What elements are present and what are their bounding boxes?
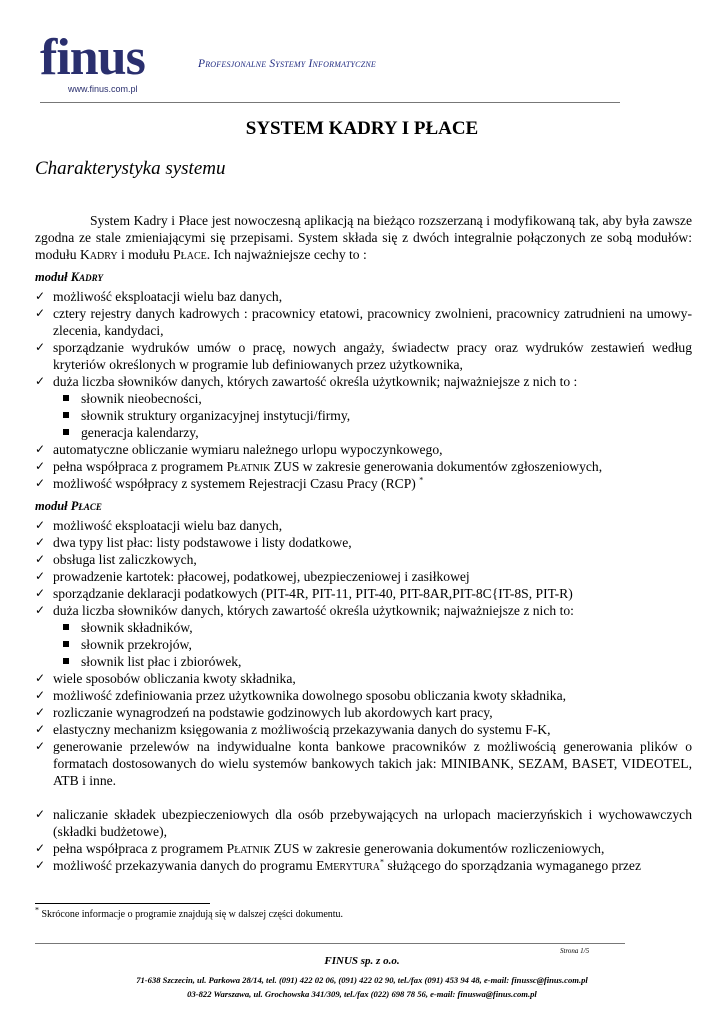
list-item: ✓ możliwość eksploatacji wielu baz danych,	[35, 288, 692, 305]
module-place-heading-b: Płace	[70, 499, 102, 513]
footnote-mark: *	[35, 905, 39, 915]
list-item: ✓ rozliczanie wynagrodzeń na podstawie godzinowych lub akordowych kart pracy,	[35, 704, 692, 721]
footnote	[35, 905, 344, 920]
header-tagline: Profesjonalne Systemy Informatyczne	[198, 58, 376, 70]
emerytura-text-c: służącego do sporządzania wymaganego przez	[383, 858, 641, 873]
footnote-divider	[35, 903, 210, 904]
list-item-platnik	[35, 458, 692, 475]
rcp-footnote-mark: *	[419, 475, 424, 485]
emerytura-text-b: Emerytura	[316, 858, 380, 873]
page-number: Strona 1/5	[560, 947, 590, 955]
platnik-text-a: pełna współpraca z programem	[53, 841, 227, 856]
document-body	[35, 212, 692, 874]
intro-text-c: . Ich najważniejsze cechy to :	[206, 247, 367, 262]
list-item: ✓ możliwość zdefiniowania przez użytkownika dowolnego sposobu obliczania kwoty składnika,	[35, 687, 692, 704]
module-kadry-heading	[35, 269, 692, 286]
list-item: ✓ sporządzanie deklaracji podatkowych (PIT-4R, PIT-11, PIT-40, PIT-8AR,PIT-8C{IT-8S, PIT-R)	[35, 585, 692, 602]
list-item: ✓ sporządzanie wydruków umów o pracę, nowych angaży, świadectw pracy oraz wydruków zestawień według kryteriów określonych w programie lub definiowanych przez użytkownika,	[35, 339, 692, 373]
sub-list-item: słownik przekrojów,	[63, 636, 692, 653]
document-title: SYSTEM KADRY I PŁACE	[245, 118, 479, 139]
list-item: ✓ duża liczba słowników danych, których zawartość określa użytkownik; najważniejsze z nich to :	[35, 373, 692, 390]
place-dictionary-list	[35, 619, 692, 670]
list-item: ✓ elastyczny mechanizm księgowania z możliwością przekazywania danych do systemu F-K,	[35, 721, 692, 738]
sub-list-item: słownik struktury organizacyjnej instytucji/firmy,	[63, 407, 692, 424]
module-place-heading	[35, 498, 692, 515]
list-item: ✓ duża liczba słowników danych, których zawartość określa użytkownik; najważniejsze z nich to:	[35, 602, 692, 619]
logo-word: finus	[40, 29, 145, 86]
list-item: ✓ możliwość eksploatacji wielu baz danych,	[35, 517, 692, 534]
rcp-text: możliwość współpracy z systemem Rejestracji Czasu Pracy (RCP)	[53, 476, 420, 491]
list-item: ✓ generowanie przelewów na indywidualne konta bankowe pracowników z możliwością generowania plików o formatach dostosowanych do wielu systemów bankowych takich jak: MINIBANK, SEZAM, BASET, VIDEOTEL, ATB i inne.	[35, 738, 692, 789]
list-item-emerytura	[35, 857, 692, 874]
logo-url: www.finus.com.pl	[68, 84, 138, 94]
spacer	[35, 789, 692, 806]
platnik-text-c: ZUS w zakresie generowania dokumentów rozliczeniowych,	[270, 841, 605, 856]
sub-list-item: słownik nieobecności,	[63, 390, 692, 407]
list-item-rcp	[35, 475, 692, 492]
list-item: ✓ naliczanie składek ubezpieczeniowych dla osób przebywających na urlopach macierzyńskich i wychowawczych (składki budżetowe),	[35, 806, 692, 840]
emerytura-footnote-mark: *	[379, 857, 384, 867]
platnik-text-a: pełna współpraca z programem	[53, 459, 227, 474]
intro-paragraph	[35, 212, 692, 263]
place-feature-list-cont	[35, 670, 692, 789]
footer-company: FINUS sp. z o.o.	[324, 955, 400, 967]
list-item: ✓ wiele sposobów obliczania kwoty składnika,	[35, 670, 692, 687]
intro-text-b: i modułu	[117, 247, 174, 262]
kadry-feature-list-cont	[35, 441, 692, 492]
footer-address-warszawa: 03-822 Warszawa, ul. Grochowska 341/309, tel./fax (022) 698 78 56, e-mail: finuswa@finus.com.pl	[187, 989, 537, 999]
kadry-feature-list	[35, 288, 692, 390]
module-place-heading-a: moduł	[35, 499, 71, 513]
intro-text-a: System Kadry i Płace jest nowoczesną aplikacją na bieżąco rozszerzaną i modyfikowaną tak, aby była zawsze zgodna ze stale zmieniającymi się przepisami. System składa się z dwóch integralnie połączonych ze sobą modułów: modułu	[35, 213, 692, 262]
platnik-text-c: ZUS w zakresie generowania dokumentów zgłoszeniowych,	[270, 459, 603, 474]
place-feature-list	[35, 517, 692, 619]
section-title: Charakterystyka systemu	[35, 158, 226, 179]
list-item: ✓ dwa typy list płac: listy podstawowe i listy dodatkowe,	[35, 534, 692, 551]
footnote-text: Skrócone informacje o programie znajdują się w dalszej części dokumentu.	[39, 909, 344, 920]
list-item: ✓ automatyczne obliczanie wymiaru należnego urlopu wypoczynkowego,	[35, 441, 692, 458]
sub-list-item: słownik składników,	[63, 619, 692, 636]
platnik-text-b: Płatnik	[226, 459, 271, 474]
header-divider	[40, 102, 620, 103]
footer-address-szczecin: 71-638 Szczecin, ul. Parkowa 28/14, tel. (091) 422 02 06, (091) 422 02 90, tel./fax (091) 453 94 48, e-mail: finussc@finus.com.pl	[136, 975, 588, 985]
sub-list-item: generacja kalendarzy,	[63, 424, 692, 441]
place-feature-list-end	[35, 806, 692, 874]
intro-kadry: Kadry	[79, 247, 118, 262]
emerytura-text-a: możliwość przekazywania danych do programu	[53, 858, 317, 873]
module-kadry-heading-a: moduł	[35, 270, 71, 284]
list-item-platnik	[35, 840, 692, 857]
sub-list-item: słownik list płac i zbiorówek,	[63, 653, 692, 670]
list-item: ✓ obsługa list zaliczkowych,	[35, 551, 692, 568]
module-kadry-heading-b: Kadry	[70, 270, 103, 284]
platnik-text-b: Płatnik	[226, 841, 271, 856]
list-item: ✓ prowadzenie kartotek: płacowej, podatkowej, ubezpieczeniowej i zasiłkowej	[35, 568, 692, 585]
list-item: ✓ cztery rejestry danych kadrowych : pracownicy etatowi, pracownicy zwolnieni, pracownicy zatrudnieni na umowy-zlecenia, kandydaci,	[35, 305, 692, 339]
intro-place: Płace	[173, 247, 207, 262]
finus-logo	[40, 29, 150, 100]
footer-divider	[35, 943, 625, 944]
kadry-dictionary-list	[35, 390, 692, 441]
